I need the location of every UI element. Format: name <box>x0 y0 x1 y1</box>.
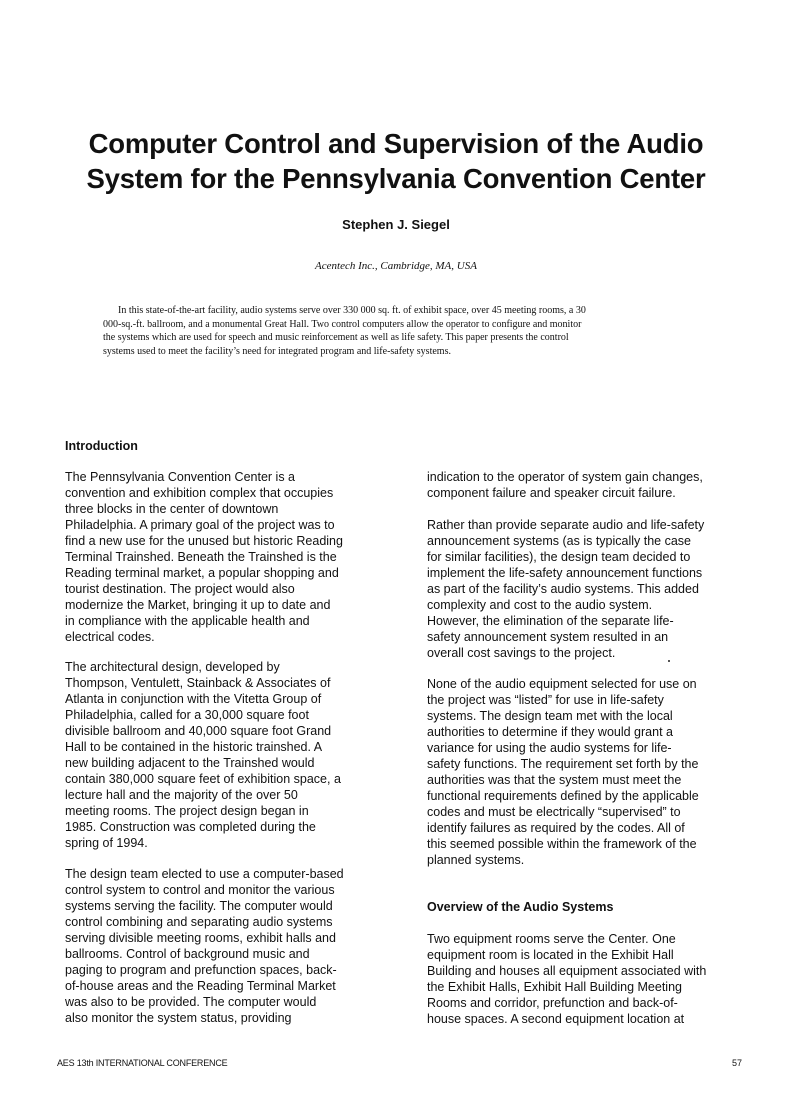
text-line: control system to control and monitor the various <box>65 883 335 897</box>
text-line: in compliance with the applicable health and <box>65 614 310 628</box>
author-name: Stephen J. Siegel <box>342 217 450 232</box>
text-line: variance for using the audio systems for life- <box>427 741 672 755</box>
abstract-line: systems used to meet the facility’s need for integrated program and life-safety systems. <box>103 345 451 357</box>
text-line: Two equipment rooms serve the Center. One <box>427 932 676 946</box>
abstract-line: In this state-of-the-art facility, audio systems serve over 330 000 sq. ft. of exhibit space, over 45 meeting rooms, a 30 <box>118 305 586 316</box>
text-line: this seemed possible within the framework of the <box>427 837 697 851</box>
text-line: Philadelphia, called for a 30,000 square foot <box>65 708 309 722</box>
text-line: planned systems. <box>427 853 525 867</box>
text-line: was also to be provided. The computer would <box>65 995 317 1009</box>
text-line: for similar facilities), the design team decided to <box>427 550 691 564</box>
text-line: Rather than provide separate audio and life-safety <box>427 518 705 532</box>
title-line: System for the Pennsylvania Convention Center <box>86 163 706 194</box>
text-line: safety functions. The requirement set forth by the <box>427 757 699 771</box>
section-heading-introduction: Introduction <box>65 439 138 453</box>
text-line: The design team elected to use a computer-based <box>65 867 344 881</box>
text-line: ballrooms. Control of background music and <box>65 947 310 961</box>
text-line: three blocks in the center of downtown <box>65 502 279 516</box>
paragraph <box>427 469 767 501</box>
text-line: lecture hall and the majority of the over 50 <box>65 788 298 802</box>
text-line: Terminal Trainshed. Beneath the Trainshed is the <box>65 550 337 564</box>
paragraph <box>427 931 767 1027</box>
text-line: Building and houses all equipment associated with <box>427 964 707 978</box>
text-line: codes and must be electrically “supervised” to <box>427 805 681 819</box>
text-line: Philadelphia. A primary goal of the project was to <box>65 518 335 532</box>
text-line: None of the audio equipment selected for use on <box>427 677 697 691</box>
text-line: complexity and cost to the audio system. <box>427 598 653 612</box>
text-line: house spaces. A second equipment location at <box>427 1012 685 1026</box>
text-line: Reading terminal market, a popular shopping and <box>65 566 339 580</box>
text-line: authorities to determine if they would grant a <box>427 725 673 739</box>
paragraph <box>65 866 405 1026</box>
text-line: of-house areas and the Reading Terminal Market <box>65 979 336 993</box>
abstract <box>103 304 703 358</box>
text-line: Thompson, Ventulett, Stainback & Associates of <box>65 676 331 690</box>
text-line: equipment room is located in the Exhibit Hall <box>427 948 674 962</box>
text-line: Rooms and corridor, prefunction and back-of- <box>427 996 678 1010</box>
text-line: identify failures as required by the codes. All of <box>427 821 685 835</box>
text-line: control combining and separating audio systems <box>65 915 333 929</box>
text-line: tourist destination. The project would also <box>65 582 295 596</box>
text-line: spring of 1994. <box>65 836 148 850</box>
text-line: Atlanta in conjunction with the Vitetta Group of <box>65 692 322 706</box>
text-line: component failure and speaker circuit failure. <box>427 486 676 500</box>
text-line: indication to the operator of system gain changes, <box>427 470 703 484</box>
section-heading-overview: Overview of the Audio Systems <box>427 900 614 914</box>
paragraph <box>427 676 767 868</box>
text-line: The Pennsylvania Convention Center is a <box>65 470 295 484</box>
title-line: Computer Control and Supervision of the Audio <box>88 128 704 159</box>
text-line: as part of the facility’s audio systems. This added <box>427 582 699 596</box>
paragraph <box>65 469 405 645</box>
text-line: overall cost savings to the project. <box>427 646 616 660</box>
paragraph <box>427 517 767 661</box>
text-line: 1985. Construction was completed during the <box>65 820 316 834</box>
scan-speck <box>668 660 670 662</box>
text-line: However, the elimination of the separate life- <box>427 614 674 628</box>
text-line: safety announcement system resulted in an <box>427 630 669 644</box>
text-line: announcement systems (as is typically the case <box>427 534 692 548</box>
text-line: meeting rooms. The project design began in <box>65 804 309 818</box>
text-line: serving divisible meeting rooms, exhibit halls and <box>65 931 336 945</box>
footer-page-number: 57 <box>732 1058 743 1068</box>
paper-title <box>40 126 752 196</box>
text-line: Hall to be contained in the historic trainshed. A <box>65 740 323 754</box>
affiliation: Acentech Inc., Cambridge, MA, USA <box>315 260 477 272</box>
text-line: also monitor the system status, providing <box>65 1011 292 1025</box>
footer-conference: AES 13th INTERNATIONAL CONFERENCE <box>57 1058 228 1068</box>
abstract-line: the systems which are used for speech and music reinforcement as well as life safety. This paper presents the control <box>103 332 569 343</box>
paragraph <box>65 659 405 851</box>
text-line: divisible ballroom and 40,000 square foot Grand <box>65 724 332 738</box>
text-line: find a new use for the unused but historic Reading <box>65 534 343 548</box>
text-line: systems serving the facility. The computer would <box>65 899 333 913</box>
abstract-line: 000-sq.-ft. ballroom, and a monumental Great Hall. Two control computers allow the operator to configure and monitor <box>103 318 582 330</box>
text-line: modernize the Market, bringing it up to date and <box>65 598 331 612</box>
text-line: authorities was that the system must meet the <box>427 773 682 787</box>
text-line: convention and exhibition complex that occupies <box>65 486 334 500</box>
text-line: implement the life-safety announcement functions <box>427 566 703 580</box>
text-line: the project was “listed” for use in life-safety <box>427 693 664 707</box>
text-line: electrical codes. <box>65 630 155 644</box>
text-line: systems. The design team met with the local <box>427 709 673 723</box>
text-line: contain 380,000 square feet of exhibition space, a <box>65 772 341 786</box>
text-line: functional requirements defined by the applicable <box>427 789 699 803</box>
text-line: The architectural design, developed by <box>65 660 280 674</box>
text-line: the Exhibit Halls, Exhibit Hall Building Meeting <box>427 980 682 994</box>
text-line: new building adjacent to the Trainshed would <box>65 756 315 770</box>
text-line: paging to program and prefunction spaces, back- <box>65 963 337 977</box>
